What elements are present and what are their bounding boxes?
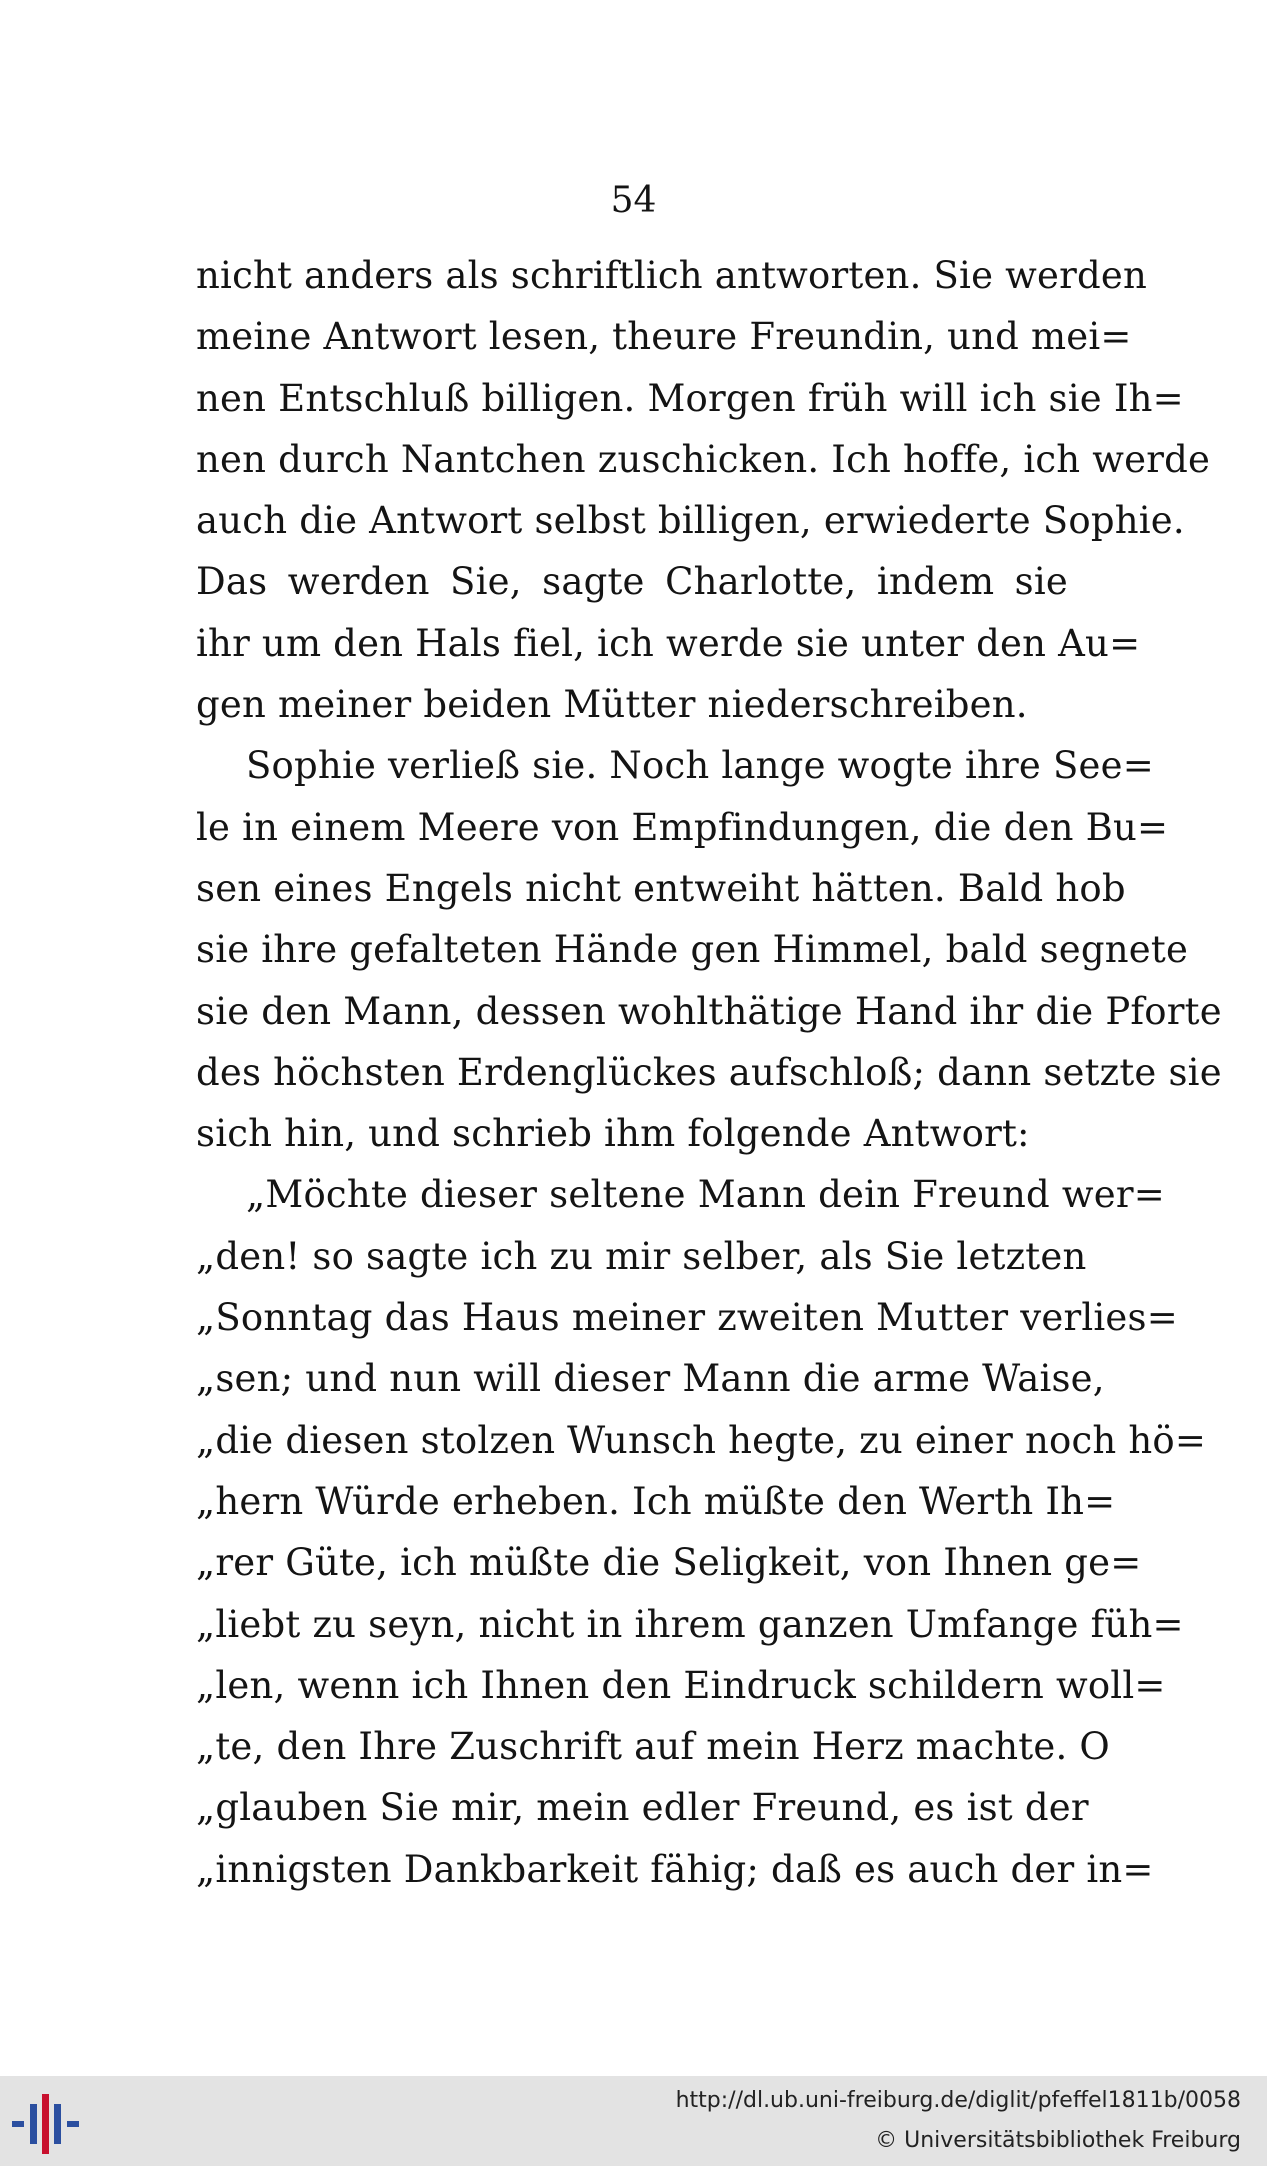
source-url-link[interactable]: http://dl.ub.uni-freiburg.de/diglit/pfeffel1811b/0058 <box>675 2088 1241 2113</box>
text-line: „die diesen stolzen Wunsch hegte, zu einer noch hö= <box>196 1418 1207 1462</box>
text-line: „liebt zu seyn, nicht in ihrem ganzen Umfange füh= <box>196 1602 1184 1646</box>
text-line: „len, wenn ich Ihnen den Eindruck schildern woll= <box>196 1663 1166 1707</box>
text-line: „hern Würde erheben. Ich müßte den Werth Ih= <box>196 1479 1116 1523</box>
text-line: des höchsten Erdenglückes aufschloß; dann setzte sie <box>196 1050 1222 1094</box>
text-line: sen eines Engels nicht entweiht hätten. Bald hob <box>196 866 1126 910</box>
text-line: nen Entschluß billigen. Morgen früh will ich sie Ih= <box>196 376 1184 420</box>
text-line: „glauben Sie mir, mein edler Freund, es ist der <box>196 1786 1089 1830</box>
text-line: „Möchte dieser seltene Mann dein Freund wer= <box>246 1173 1165 1217</box>
text-line: ihr um den Hals fiel, ich werde sie unter den Au= <box>196 621 1141 665</box>
text-line: „rer Güte, ich müßte die Seligkeit, von Ihnen ge= <box>196 1541 1142 1585</box>
text-line: „Sonntag das Haus meiner zweiten Mutter verlies= <box>196 1296 1178 1340</box>
text-line: sich hin, und schrieb ihm folgende Antwort: <box>196 1112 1030 1156</box>
text-line: „te, den Ihre Zuschrift auf mein Herz machte. O <box>196 1725 1110 1769</box>
text-line: „innigsten Dankbarkeit fähig; daß es auch der in= <box>196 1847 1154 1891</box>
page-number: 54 <box>610 180 657 221</box>
text-line: Sophie verließ sie. Noch lange wogte ihre See= <box>246 744 1154 788</box>
text-line: meine Antwort lesen, theure Freundin, und mei= <box>196 315 1132 359</box>
text-line: gen meiner beiden Mütter niederschreiben. <box>196 683 1028 727</box>
text-line: auch die Antwort selbst billigen, erwiederte Sophie. <box>196 499 1185 543</box>
text-line: sie den Mann, dessen wohlthätige Hand ihr die Pforte <box>196 989 1222 1033</box>
text-line: Das werden Sie, sagte Charlotte, indem sie <box>196 560 1068 604</box>
text-line: le in einem Meere von Empfindungen, die den Bu= <box>196 805 1169 849</box>
text-line: sie ihre gefalteten Hände gen Himmel, bald segnete <box>196 928 1189 972</box>
copyright-notice: © Universitätsbibliothek Freiburg <box>875 2128 1241 2153</box>
ub-freiburg-logo-icon[interactable] <box>12 2094 82 2154</box>
body-text <box>196 245 1222 1900</box>
text-line: nicht anders als schriftlich antworten. Sie werden <box>196 254 1148 297</box>
text-line: „sen; und nun will dieser Mann die arme Waise, <box>196 1357 1105 1401</box>
footer-bar <box>0 2076 1267 2166</box>
text-line: nen durch Nantchen zuschicken. Ich hoffe, ich werde <box>196 437 1211 481</box>
text-line: „den! so sagte ich zu mir selber, als Sie letzten <box>196 1234 1087 1278</box>
